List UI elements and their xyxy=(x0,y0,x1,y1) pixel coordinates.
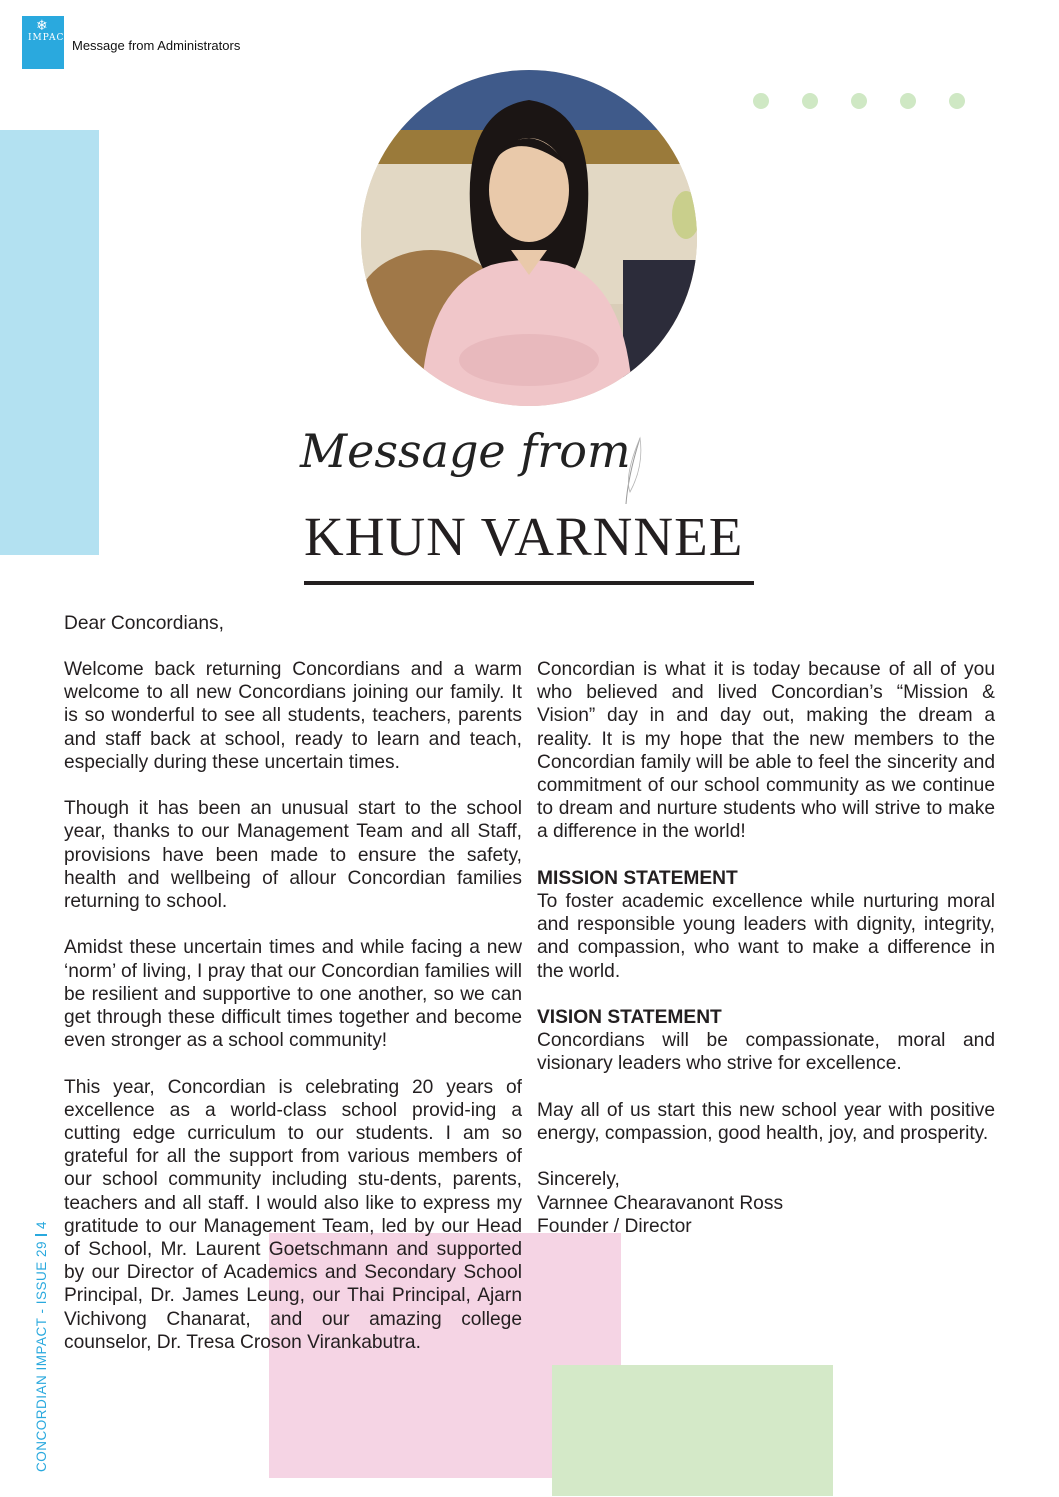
letter-paragraph: Concordian is what it is today because of all of you who believed and lived Concordian’s “Mission & Vision” day in and day out, making the dream a reality. It is my hope that the new members to the Concordian family will be able to feel the sincerity and commitment of our school community as we continue to dream and nurture students who will strive to make a difference in the world! xyxy=(537,659,995,843)
dot xyxy=(949,93,965,109)
signer-name: Varnnee Chearavanont Ross xyxy=(537,1192,784,1214)
letter-paragraph: This year, Concordian is celebrating 20 years of excellence as a world-class school provid-ing a cutting edge curriculum to our students. I am so grateful for all the support from various members of our school community including stu-dents, parents, teachers and all staff. I would also like to express my gratitude to our Management Team, led by our Head of School, Mr. Laurent Goetschmann and supported by our Director of Academics and Secondary School Principal, Dr. James Leung, our Thai Principal, Ajarn Vichivong Chanarat, and our amazing college counselor, Dr. Tresa Croson Virankabutra. xyxy=(64,1076,522,1353)
section-title: Message from Administrators xyxy=(72,38,241,53)
page-number: 4 xyxy=(34,1220,49,1229)
footer-divider xyxy=(35,1234,47,1236)
decorative-blue-band xyxy=(0,130,99,555)
magazine-logo xyxy=(22,16,72,69)
heading-underline xyxy=(304,581,754,585)
mission-heading: MISSION STATEMENT xyxy=(537,867,738,889)
closing-paragraph: May all of us start this new school year with positive energy, compassion, good health, joy, and prosperity. xyxy=(537,1099,995,1145)
vision-text: Concordians will be compassionate, moral and visionary leaders who strive for excellence. xyxy=(537,1030,995,1075)
heading-script: Message from xyxy=(300,424,631,478)
publication-name: CONCORDIAN IMPACT - ISSUE 29 xyxy=(34,1240,49,1472)
snowflake-icon: ❄ xyxy=(36,17,48,33)
decorative-green-block xyxy=(552,1365,833,1496)
portrait-photo xyxy=(361,70,697,406)
letter-left-column xyxy=(64,658,522,1377)
letter-paragraph: Though it has been an unusual start to the school year, thanks to our Management Team and all Staff, provisions have been made to ensure the safety, health and wellbeing of allour Concordian families returning to school. xyxy=(64,798,522,913)
dot xyxy=(802,93,818,109)
dot xyxy=(900,93,916,109)
signoff: Sincerely, xyxy=(537,1169,620,1191)
letter-right-column xyxy=(537,658,995,1238)
vision-heading: VISION STATEMENT xyxy=(537,1007,722,1029)
dot xyxy=(753,93,769,109)
letter-paragraph: Welcome back returning Concordians and a warm welcome to all new Concordians joining our family. It is so wonderful to see all students, teachers, parents and staff back at school, ready to learn and teach, especially during these uncertain times. xyxy=(64,659,522,773)
letter-greeting: Dear Concordians, xyxy=(64,613,224,634)
logo-text: IMPACT xyxy=(28,33,72,43)
decorative-dots xyxy=(753,93,965,109)
signer-title: Founder / Director xyxy=(537,1215,692,1237)
dot xyxy=(851,93,867,109)
mission-text: To foster academic excellence while nurturing moral and responsible young leaders with dignity, integrity, and compassion, who want to make a difference in the world. xyxy=(537,891,995,982)
letter-paragraph: Amidst these uncertain times and while facing a new ‘norm’ of living, I pray that our Concordian families will be resilient and supportive to one another, so we can get through these difficult times together and become even stronger as a school community! xyxy=(64,937,522,1052)
heading-name: KHUN VARNNEE xyxy=(304,506,744,567)
page-footer xyxy=(34,1221,49,1472)
feather-icon xyxy=(622,436,644,511)
